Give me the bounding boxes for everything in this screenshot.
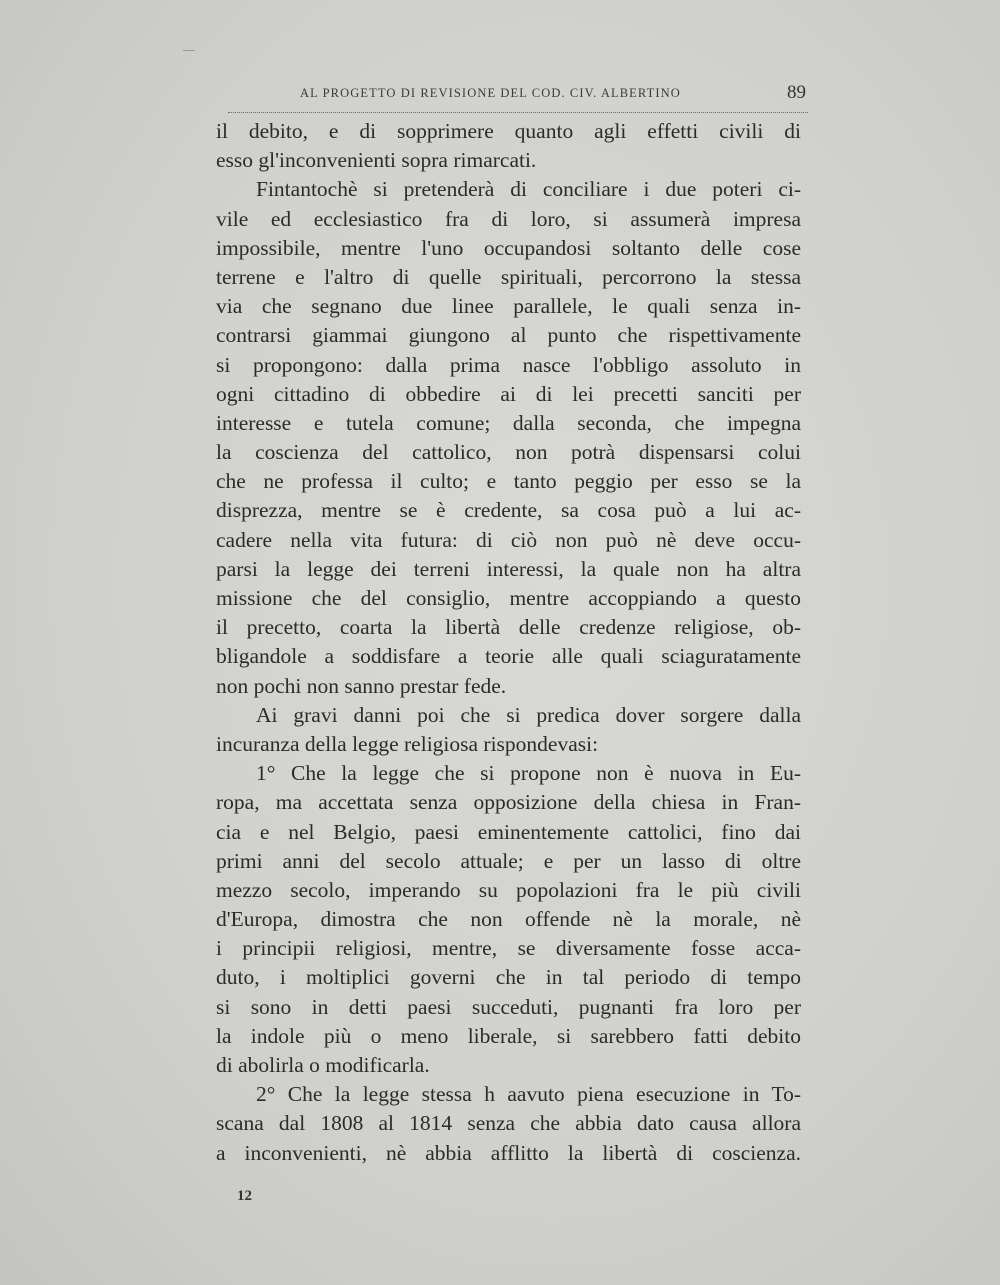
text-line: cia e nel Belgio, paesi eminentemente cattolici, fino dai [216,819,801,844]
text-line: a inconvenienti, nè abbia afflitto la libertà di coscienza. [216,1140,801,1165]
text-line: esso gl'inconvenienti sopra rimarcati. [216,148,537,173]
signature-mark: 12 [237,1188,252,1204]
text-line: vile ed ecclesiastico fra di loro, si assumerà impresa [216,206,801,231]
edge-mark [183,50,195,51]
text-line: di abolirla o modificarla. [216,1053,430,1077]
text-line: interesse e tutela comune; dalla seconda, che impegna [216,410,801,435]
page-header [228,84,808,113]
text-line: mezzo secolo, imperando su popolazioni fra le più civili [216,877,801,902]
text-line: Fintantochè si pretenderà di conciliare i due poteri ci- [256,177,801,202]
text-line: la indole più o meno liberale, si sarebbero fatti debito [216,1023,801,1048]
text-line: il debito, e di sopprimere quanto agli effetti civili di [216,119,801,143]
text-line: la coscienza del cattolico, non potrà dispensarsi colui [216,440,801,465]
text-line: che ne professa il culto; e tanto peggio per esso se la [216,469,801,494]
text-line: Ai gravi danni poi che si predica dover sorgere dalla [256,702,801,727]
running-title: AL PROGETTO DI REVISIONE DEL COD. CIV. ALBERTINO [300,86,681,100]
text-line: 2° Che la legge stessa h aavuto piena esecuzione in To- [256,1082,801,1107]
text-line: il precetto, coarta la libertà delle credenze religiose, ob- [216,615,801,640]
text-line: impossibile, mentre l'uno occupandosi soltanto delle cose [216,235,801,260]
text-line: d'Europa, dimostra che non offende nè la morale, nè [216,907,801,932]
text-line: bligandole a soddisfare a teorie alle quali sciaguratamente [216,644,801,669]
text-line: terrene e l'altro di quelle spirituali, percorrono la stessa [216,264,801,289]
text-line: ropa, ma accettata senza opposizione della chiesa in Fran- [216,790,801,815]
text-line: si propongono: dalla prima nasce l'obbligo assoluto in [216,352,801,377]
text-line: incuranza della legge religiosa rispondevasi: [216,731,599,756]
body-text [216,117,801,1168]
text-line: parsi la legge dei terreni interessi, la quale non ha altra [216,556,801,581]
page-number: 89 [787,82,806,103]
text-line: contrarsi giammai giungono al punto che rispettivamente [216,323,801,348]
text-line: via che segnano due linee parallele, le quali senza in- [216,294,801,319]
text-line: i principii religiosi, mentre, se diversamente fosse acca- [216,936,801,961]
text-line: cadere nella vita futura: di ciò non può nè deve occu- [216,527,801,552]
text-line: non pochi non sanno prestar fede. [216,673,507,698]
text-line: primi anni del secolo attuale; e per un lasso di oltre [216,848,801,873]
text-line: si sono in detti paesi succeduti, pugnanti fra loro per [216,994,801,1019]
text-line: 1° Che la legge che si propone non è nuova in Eu- [256,761,801,786]
text-line: disprezza, mentre se è credente, sa cosa può a lui ac- [216,498,801,523]
text-line: ogni cittadino di obbedire ai di lei precetti sanciti per [216,381,801,406]
text-line: scana dal 1808 al 1814 senza che abbia dato causa allora [216,1111,801,1136]
text-line: duto, i moltiplici governi che in tal periodo di tempo [216,965,801,990]
text-line: missione che del consiglio, mentre accoppiando a questo [216,586,801,610]
